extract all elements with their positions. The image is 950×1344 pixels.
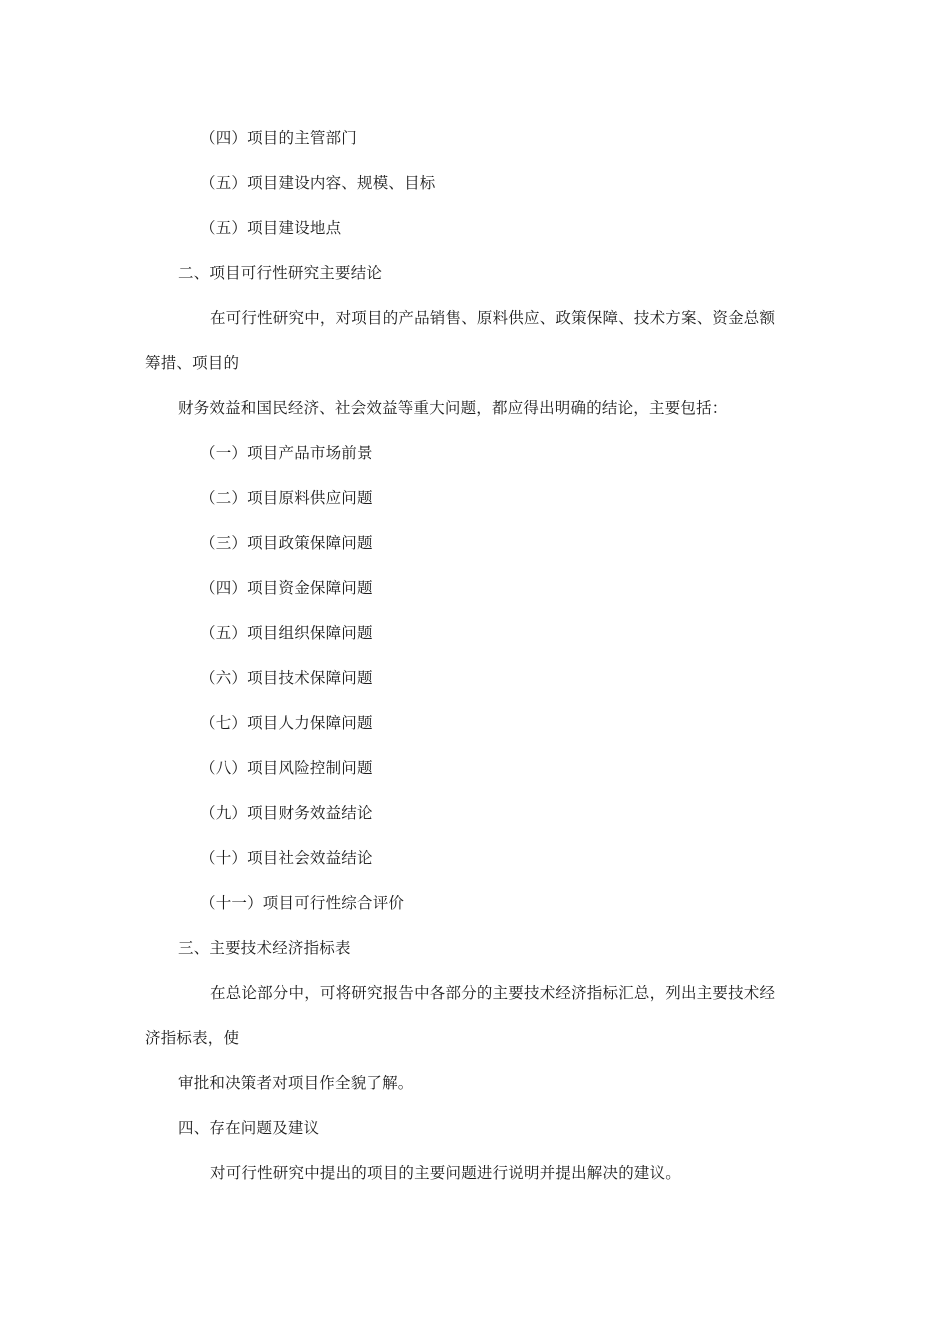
list-item-construction-site: （五）项目建设地点 (200, 219, 342, 237)
paragraph-indicators-line-3: 审批和决策者对项目作全貌了解。 (178, 1074, 414, 1092)
paragraph-indicators-line-2: 济指标表，使 (145, 1029, 240, 1047)
list-item-policy: （三）项目政策保障问题 (200, 534, 373, 552)
paragraph-conclusions-line-3: 财务效益和国民经济、社会效益等重大问题，都应得出明确的结论，主要包括： (178, 399, 728, 417)
list-item-construction-content: （五）项目建设内容、规模、目标 (200, 174, 436, 192)
paragraph-conclusions-line-2: 筹措、项目的 (145, 354, 240, 372)
list-item-raw-material: （二）项目原料供应问题 (200, 489, 373, 507)
paragraph-issues: 对可行性研究中提出的项目的主要问题进行说明并提出解决的建议。 (210, 1164, 682, 1182)
section-heading-issues: 四、存在问题及建议 (178, 1119, 320, 1137)
paragraph-conclusions-line-1: 在可行性研究中，对项目的产品销售、原料供应、政策保障、技术方案、资金总额 (210, 309, 776, 327)
list-item-overall-evaluation: （十一）项目可行性综合评价 (200, 894, 405, 912)
list-item-technology: （六）项目技术保障问题 (200, 669, 373, 687)
list-item-funding: （四）项目资金保障问题 (200, 579, 373, 597)
list-item-financial-benefit: （九）项目财务效益结论 (200, 804, 373, 822)
list-item-social-benefit: （十）项目社会效益结论 (200, 849, 373, 867)
list-item-market-prospect: （一）项目产品市场前景 (200, 444, 373, 462)
list-item-organization: （五）项目组织保障问题 (200, 624, 373, 642)
section-heading-conclusions: 二、项目可行性研究主要结论 (178, 264, 383, 282)
list-item-risk-control: （八）项目风险控制问题 (200, 759, 373, 777)
paragraph-indicators-line-1: 在总论部分中，可将研究报告中各部分的主要技术经济指标汇总，列出主要技术经 (210, 984, 776, 1002)
list-item-manpower: （七）项目人力保障问题 (200, 714, 373, 732)
list-item-competent-department: （四）项目的主管部门 (200, 129, 358, 147)
section-heading-indicators: 三、主要技术经济指标表 (178, 939, 351, 957)
